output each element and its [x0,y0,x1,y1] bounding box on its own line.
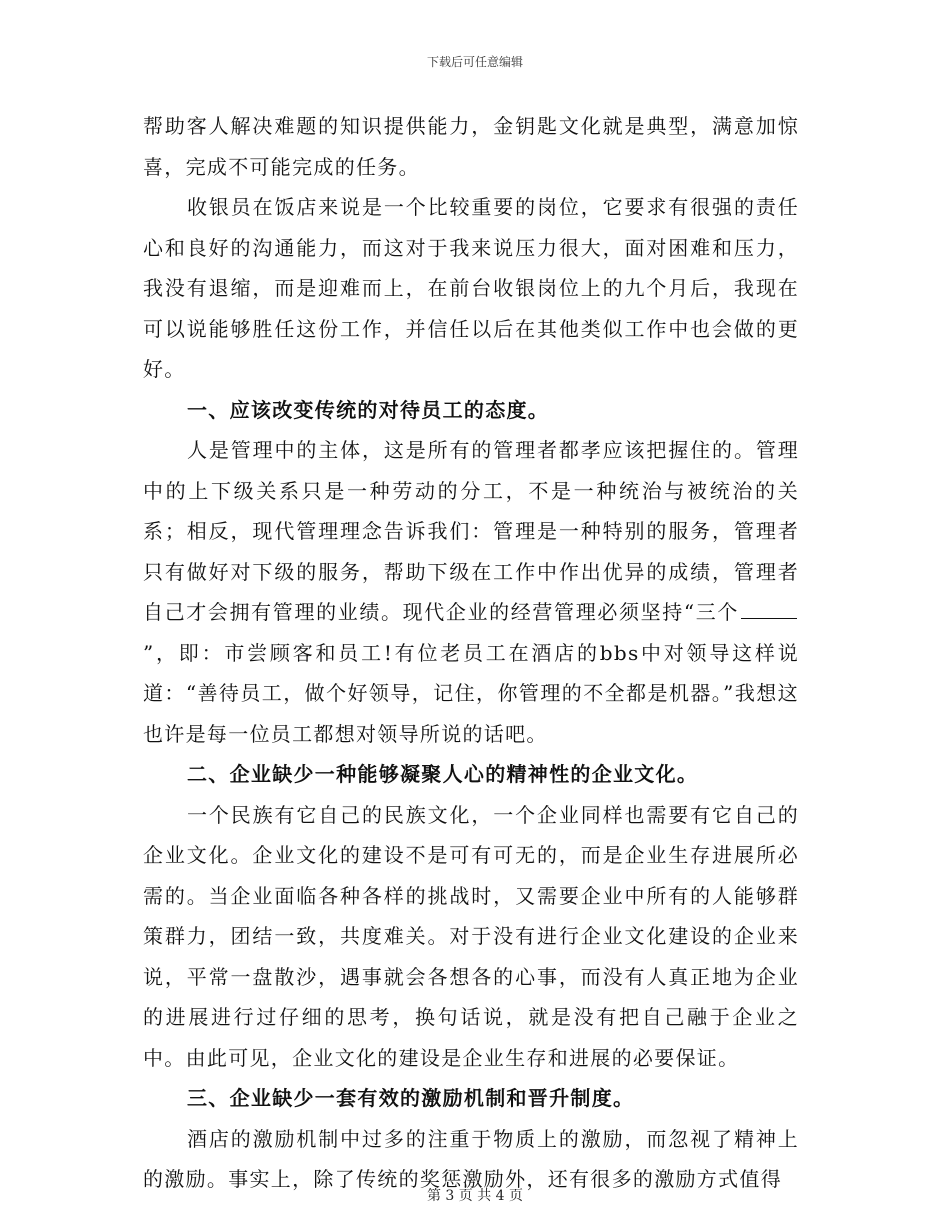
document-body [143,106,799,1200]
paragraph-management-part1: 人是管理中的主体，这是所有的管理者都孝应该把握住的。管理中的上下级关系只是一种劳动的分工，不是一种统治与被统治的关系；相反，现代管理理念告诉我们：管理是一种特别的服务，管理者只有做好对下级的服务，帮助下级在工作中作出优异的成绩，管理者自己才会拥有管理的业绩。现代企业的经营管理必须坚持“三个 [143,438,799,624]
fill-blank [741,598,797,619]
paragraph-management [143,430,799,754]
page-footer: 第 3 页 共 4 页 [426,1188,524,1204]
paragraph-continued: 帮助客人解决难题的知识提供能力，金钥匙文化就是典型，满意加惊喜，完成不可能完成的任务。 [143,114,799,179]
paragraph-culture: 一个民族有它自己的民族文化，一个企业同样也需要有它自己的企业文化。企业文化的建设不是可有可无的，而是企业生存进展所必需的。当企业面临各种各样的挑战时，又需要企业中所有的人能够群策群力，团结一致，共度难关。对于没有进行企业文化建设的企业来说，平常一盘散沙，遇事就会各想各的心事，而没有人真正地为企业的进展进行过仔细的思考，换句话说，就是没有把自己融于企业之中。由此可见，企业文化的建设是企业生存和进展的必要保证。 [143,802,799,1070]
paragraph-cashier: 收银员在饭店来说是一个比较重要的岗位，它要求有很强的责任心和良好的沟通能力，而这对于我来说压力很大，面对困难和压力，我没有退缩，而是迎难而上，在前台收银岗位上的九个月后，我现在可以说能够胜任这份工作，并信任以后在其他类似工作中也会做的更好。 [143,195,799,381]
section-heading-1: 一、应该改变传统的对待员工的态度。 [187,397,550,422]
paragraph-incentive: 酒店的激励机制中过多的注重于物质上的激励，而忽视了精神上的激励。事实上，除了传统的奖惩激励外，还有很多的激励方式值得 [143,1126,799,1191]
paragraph-management-part2: ”，即：市尝顾客和员工!有位老员工在酒店的bbs中对领导这样说道：“善待员工，做个好领导，记住，你管理的不全都是机器。”我想这也许是每一位员工都想对领导所说的话吧。 [143,640,799,746]
page-header: 下载后可任意编辑 [426,55,523,69]
section-heading-2: 二、企业缺少一种能够凝聚人心的精神性的企业文化。 [187,762,699,786]
section-heading-3: 三、企业缺少一套有效的激励机制和晋升制度。 [187,1086,635,1110]
